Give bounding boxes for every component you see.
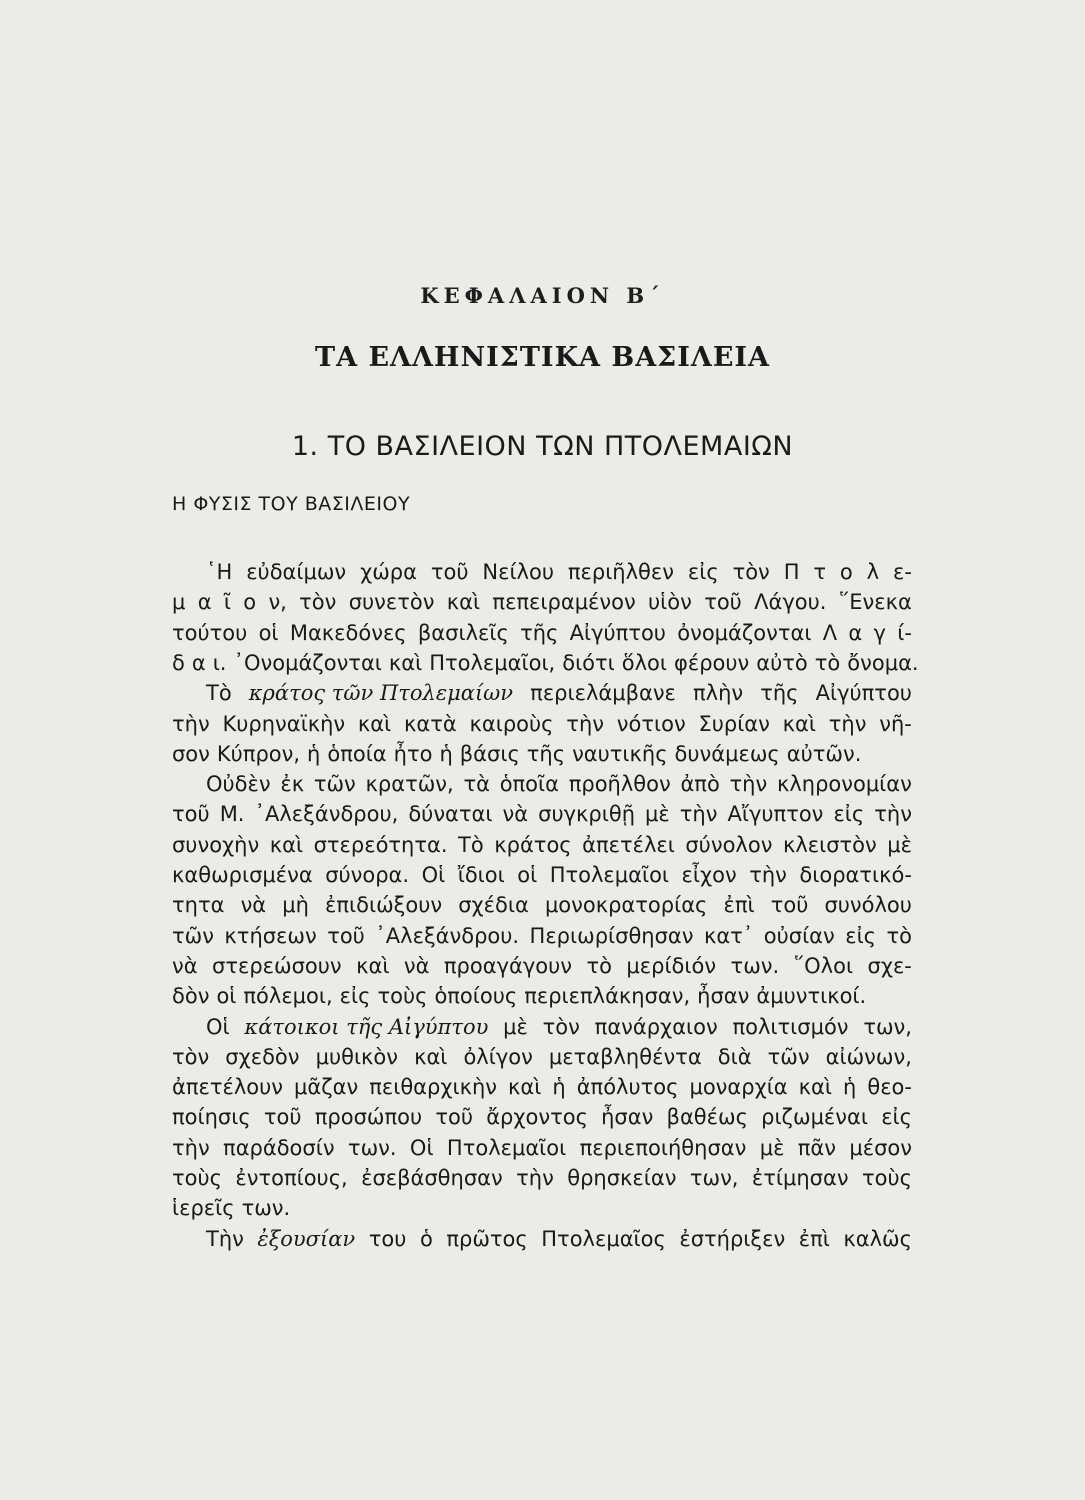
- word: τὴν: [566, 711, 604, 736]
- word: καὶ: [356, 953, 390, 978]
- word: προαγάγουν: [443, 953, 572, 978]
- text-line: [172, 648, 919, 678]
- word: μὲ: [887, 832, 912, 857]
- word: πόλεμοι,: [243, 984, 333, 1009]
- text-line: [172, 1224, 912, 1254]
- word: δύναται: [408, 802, 493, 827]
- word: νὰ: [502, 802, 529, 827]
- word: στερεότητα.: [313, 832, 448, 857]
- word: των.: [241, 1196, 291, 1221]
- word: α: [191, 650, 206, 675]
- word: ἦτο: [393, 741, 433, 766]
- word: Π: [783, 560, 800, 584]
- word: Αἰγύπτου: [815, 681, 912, 706]
- word: ἡ: [307, 741, 321, 766]
- word: καὶ: [508, 1075, 542, 1100]
- word: σύνολον: [685, 832, 773, 857]
- word: θρησκείαν: [567, 1166, 677, 1190]
- italic-phrase: ἐξουσίαν: [257, 1226, 356, 1251]
- text-line: [172, 860, 912, 890]
- word: υἱὸν: [648, 590, 692, 615]
- word: ὀλίγον: [463, 1044, 533, 1069]
- word: Πτολεμαῖος: [541, 1226, 666, 1251]
- word: σχε-: [867, 953, 912, 978]
- word: ι.: [212, 650, 227, 675]
- word: Αἰγύπτου: [569, 620, 666, 645]
- word: μέσον: [849, 1135, 912, 1160]
- word: περιεποιήθησαν: [579, 1135, 747, 1160]
- word: ἡ: [552, 1075, 566, 1100]
- word: του: [368, 1226, 407, 1251]
- word: ᾿Αλεξάνδρου,: [254, 802, 399, 827]
- word: τὸν: [172, 1044, 210, 1069]
- word: ἀπετέλει: [582, 832, 675, 857]
- word: κρατῶν,: [365, 772, 454, 797]
- word: κράτος: [494, 832, 572, 857]
- word: τὴν: [679, 802, 718, 827]
- text-line: [172, 799, 912, 829]
- word: ο: [839, 560, 853, 584]
- word: οἱ: [216, 984, 237, 1009]
- text-line: [172, 921, 912, 951]
- word: τὴν: [172, 1135, 210, 1160]
- word: συνετὸν: [348, 590, 435, 615]
- word: ῞Ενεκα: [838, 590, 912, 615]
- text-line: [172, 587, 912, 617]
- word: συγκριθῇ: [538, 802, 635, 827]
- word: καιροὺς: [469, 711, 554, 736]
- word: τοῦ: [435, 1105, 473, 1130]
- word: τὸν: [542, 1014, 580, 1039]
- word: καλῶς: [843, 1226, 912, 1251]
- word: αἰώνων,: [825, 1044, 912, 1069]
- word: μᾶζαν: [294, 1075, 359, 1100]
- word: ἡ: [439, 741, 453, 766]
- word: εἰς: [339, 984, 371, 1009]
- text-line: [172, 981, 912, 1011]
- word: πανάρχαιον: [594, 1014, 718, 1039]
- word: ῖ: [223, 590, 231, 615]
- text-line: [172, 618, 912, 648]
- word: αὐτῶν.: [786, 741, 862, 766]
- word: των.: [730, 953, 780, 978]
- word: ὀνομάζονται: [677, 620, 812, 645]
- word: τούτου: [172, 620, 248, 645]
- word: Νείλου: [482, 560, 554, 584]
- text-line: [172, 1042, 912, 1072]
- word: προσώπου: [314, 1105, 423, 1130]
- text-line: [172, 769, 912, 799]
- word: μὲ: [759, 1135, 785, 1160]
- word: τὸ: [814, 650, 841, 675]
- word: κατὰ: [404, 711, 457, 736]
- word: μὲ: [645, 802, 670, 827]
- word: Πτολεμαῖοι: [549, 863, 670, 887]
- word: κατ᾿: [703, 923, 754, 948]
- word: θεο-: [867, 1075, 912, 1100]
- word: νὰ: [172, 953, 198, 978]
- word: ε-: [893, 560, 912, 584]
- word: ποίησις: [172, 1105, 251, 1130]
- word: [244, 1012, 488, 1042]
- word: πᾶν: [797, 1135, 836, 1160]
- word: τὸ: [586, 953, 612, 978]
- word: τοῦ: [263, 1105, 302, 1130]
- text-line: [172, 951, 912, 981]
- word: περιεπλάκησαν,: [524, 984, 691, 1009]
- word: ἄρχοντος: [486, 1105, 588, 1130]
- word: εἰς: [881, 1105, 912, 1130]
- word: Περιωρίσθησαν: [529, 923, 694, 948]
- word: χώρα: [360, 560, 417, 584]
- word: ν,: [268, 590, 287, 615]
- word: καὶ: [357, 711, 392, 736]
- word: τητα: [172, 893, 225, 918]
- word: μὴ: [282, 893, 309, 918]
- word: Τὸ: [458, 832, 484, 857]
- word: νότιον: [616, 711, 686, 736]
- word: κτήσεων: [224, 923, 317, 948]
- word: τῆς: [526, 741, 566, 766]
- word: εἰς: [687, 560, 719, 584]
- word: τὴν: [749, 863, 787, 887]
- word: ί-: [897, 620, 912, 645]
- word: νῆ-: [879, 711, 912, 736]
- word: τοῦ: [770, 893, 809, 918]
- text-line: [172, 1102, 912, 1132]
- word: μονοκρατορίας: [544, 893, 708, 918]
- word: κληρονομίαν: [776, 772, 912, 797]
- word: βαθέως: [666, 1105, 748, 1130]
- word: ὄνομα.: [847, 650, 919, 675]
- word: α: [197, 590, 212, 615]
- word: οἱ: [258, 620, 279, 645]
- word: ἡ: [843, 1075, 857, 1100]
- word: ἐτίμησαν: [751, 1166, 849, 1190]
- word: ἀπὸ: [680, 772, 720, 797]
- text-line: [172, 830, 912, 860]
- chapter-heading: ΚΕΦΑΛΑΙΟΝ Β΄: [420, 283, 665, 308]
- text-line: [172, 1012, 912, 1042]
- word: ὁ: [419, 1226, 433, 1251]
- word: διορατικό-: [799, 863, 912, 887]
- word: δ: [172, 650, 185, 675]
- word: Τὴν: [206, 1226, 244, 1251]
- text-line: [172, 1072, 912, 1102]
- word: ἐντοπίους,: [235, 1166, 348, 1190]
- word: Πτολεμαῖοι,: [429, 650, 556, 675]
- word: βασιλεῖς: [417, 620, 509, 645]
- word: τοῦ: [430, 560, 469, 584]
- word: γ: [873, 620, 886, 645]
- word: τὴν: [729, 772, 768, 797]
- word: ἐπὶ: [723, 893, 755, 918]
- word: τὴν: [516, 1166, 554, 1190]
- word: μὲ: [503, 1014, 528, 1039]
- word: τὸν: [299, 590, 337, 615]
- text-line: [172, 557, 912, 587]
- word: τὴν: [172, 711, 210, 736]
- word: ᾿Ονομάζονται: [233, 650, 382, 675]
- word: τοὺς: [377, 984, 428, 1009]
- word: φέρουν: [674, 650, 750, 675]
- word: ὁποίους: [434, 984, 518, 1009]
- word: ἦσαν: [697, 984, 750, 1009]
- word: Λ: [822, 620, 838, 645]
- word: παράδοσίν: [223, 1135, 335, 1160]
- word: ἀπετέλουν: [172, 1075, 283, 1100]
- word: τῆς: [760, 681, 799, 706]
- word: τὴν: [874, 802, 912, 827]
- word: ὁποῖα: [499, 772, 559, 797]
- word: τὴν: [828, 711, 867, 736]
- word: εἰς: [833, 802, 865, 827]
- word: τῶν: [172, 923, 214, 948]
- text-line: [172, 1133, 912, 1163]
- word: τοῦ: [327, 923, 365, 948]
- word: των.: [347, 1135, 397, 1160]
- word: Κυρηναϊκὴν: [222, 711, 346, 736]
- word: ριζωμέναι: [761, 1105, 868, 1130]
- text-line: [172, 709, 912, 739]
- word: ῾Η: [206, 560, 233, 584]
- word: τοὺς: [172, 1166, 222, 1190]
- italic-phrase: κράτος τῶν Πτολεμαίων: [248, 681, 514, 706]
- word: ἦσαν: [601, 1105, 654, 1130]
- word: ο: [243, 590, 257, 615]
- word: Οἱ: [421, 863, 446, 887]
- word: σον: [172, 741, 210, 766]
- word: μοναρχία: [689, 1075, 788, 1100]
- word: ἐπιδιώξουν: [325, 893, 443, 918]
- word: μερίδιόν: [626, 953, 717, 978]
- word: οἱ: [517, 863, 538, 887]
- word: ἀμυντικοί.: [756, 984, 867, 1009]
- word: Μ.: [219, 802, 245, 827]
- chapter-title: ΤΑ ΕΛΛΗΝΙΣΤΙΚΑ ΒΑΣΙΛΕΙΑ: [315, 342, 770, 373]
- word: Οἱ: [409, 1135, 434, 1160]
- word: τοῦ: [172, 802, 210, 827]
- word: ναυτικῆς: [572, 741, 668, 766]
- word: πεπειραμένον: [492, 590, 636, 615]
- word: τὸν: [732, 560, 770, 584]
- word: διὰ: [717, 1044, 752, 1069]
- word: διότι: [562, 650, 615, 675]
- word: οὐσίαν: [763, 923, 835, 948]
- word: μ: [172, 590, 186, 615]
- word: περιελάμβανε: [530, 681, 676, 706]
- word: Αἴγυπτον: [727, 802, 824, 827]
- italic-phrase: κάτοικοι τῆς Αἰγύπτου: [244, 1014, 489, 1039]
- word: καὶ: [798, 1075, 832, 1100]
- word: σχέδια: [458, 893, 529, 918]
- word: τῶν: [313, 772, 356, 797]
- word: Κύπρον,: [216, 741, 301, 766]
- word: καὶ: [388, 650, 423, 675]
- word: ἐσεβάσθησαν: [361, 1166, 503, 1190]
- word: πειθαρχικὴν: [369, 1075, 498, 1100]
- word: βάσις: [459, 741, 520, 766]
- word: ἀπόλυτος: [576, 1075, 679, 1100]
- word: μυθικὸν: [315, 1044, 398, 1069]
- word: νὰ: [403, 953, 430, 978]
- word: ἐστήριξεν: [679, 1226, 786, 1251]
- word: Συρίαν: [698, 711, 770, 736]
- word: εἶχον: [681, 863, 737, 887]
- word: συνόλου: [824, 893, 912, 918]
- word: Οἱ: [206, 1014, 230, 1039]
- word: καθωρισμένα: [172, 863, 313, 887]
- word: τὰ: [463, 772, 490, 797]
- word: περιῆλθεν: [567, 560, 674, 584]
- word: Τὸ: [206, 681, 232, 706]
- text-line: [172, 1163, 912, 1193]
- word: αὐτὸ: [756, 650, 808, 675]
- word: ἐκ: [280, 772, 305, 797]
- word: ἐπὶ: [798, 1226, 830, 1251]
- word: καὶ: [446, 590, 481, 615]
- word: προῆλθον: [568, 772, 671, 797]
- section-title: 1. ΤΟ ΒΑΣΙΛΕΙΟΝ ΤΩΝ ΠΤΟΛΕΜΑΙΩΝ: [291, 431, 794, 462]
- word: τῆς: [520, 620, 559, 645]
- word: καὶ: [269, 832, 304, 857]
- word: συνοχὴν: [172, 832, 260, 857]
- word: δυνάμεως: [674, 741, 780, 766]
- word: δὸν: [172, 984, 210, 1009]
- word: [257, 1224, 355, 1254]
- word: Πτολεμαῖοι: [446, 1135, 567, 1160]
- word: τὸ: [886, 923, 912, 948]
- word: τ: [813, 560, 827, 584]
- word: στερεώσουν: [212, 953, 342, 978]
- word: Μακεδόνες: [289, 620, 407, 645]
- text-line: [172, 1193, 912, 1223]
- word: πολιτισμόν: [732, 1014, 849, 1039]
- word: λ: [866, 560, 880, 584]
- word: ῞Ολοι: [793, 953, 854, 978]
- word: τῶν: [767, 1044, 810, 1069]
- word: μεταβληθέντα: [548, 1044, 702, 1069]
- word: σύνορα.: [325, 863, 410, 887]
- word: εὐδαίμων: [246, 560, 347, 584]
- word: Λάγου.: [754, 590, 827, 615]
- word: ὅλοι: [621, 650, 668, 675]
- word: τοῦ: [704, 590, 742, 615]
- word: ἱερεῖς: [172, 1196, 235, 1221]
- word: ἴδιοι: [457, 863, 505, 887]
- word: πρῶτος: [446, 1226, 528, 1251]
- text-line: [172, 739, 912, 769]
- word: εἰς: [845, 923, 877, 948]
- word: πλὴν: [693, 681, 744, 706]
- word: ὁποία: [327, 741, 387, 766]
- word: καὶ: [414, 1044, 448, 1069]
- word: [249, 678, 513, 708]
- text-line: [172, 890, 912, 920]
- word: τοὺς: [861, 1166, 912, 1190]
- word: κλειστὸν: [782, 832, 877, 857]
- word: νὰ: [240, 893, 267, 918]
- word: καὶ: [782, 711, 816, 736]
- word: Οὐδὲν: [206, 772, 271, 797]
- word: ᾿Αλεξάνδρου.: [375, 923, 520, 948]
- word: σχεδὸν: [225, 1044, 300, 1069]
- text-line: [172, 678, 912, 708]
- word: των,: [689, 1166, 739, 1190]
- word: των,: [863, 1014, 912, 1039]
- subheading: Η ΦΥΣΙΣ ΤΟΥ ΒΑΣΙΛΕΙΟΥ: [172, 493, 411, 515]
- word: α: [848, 620, 863, 645]
